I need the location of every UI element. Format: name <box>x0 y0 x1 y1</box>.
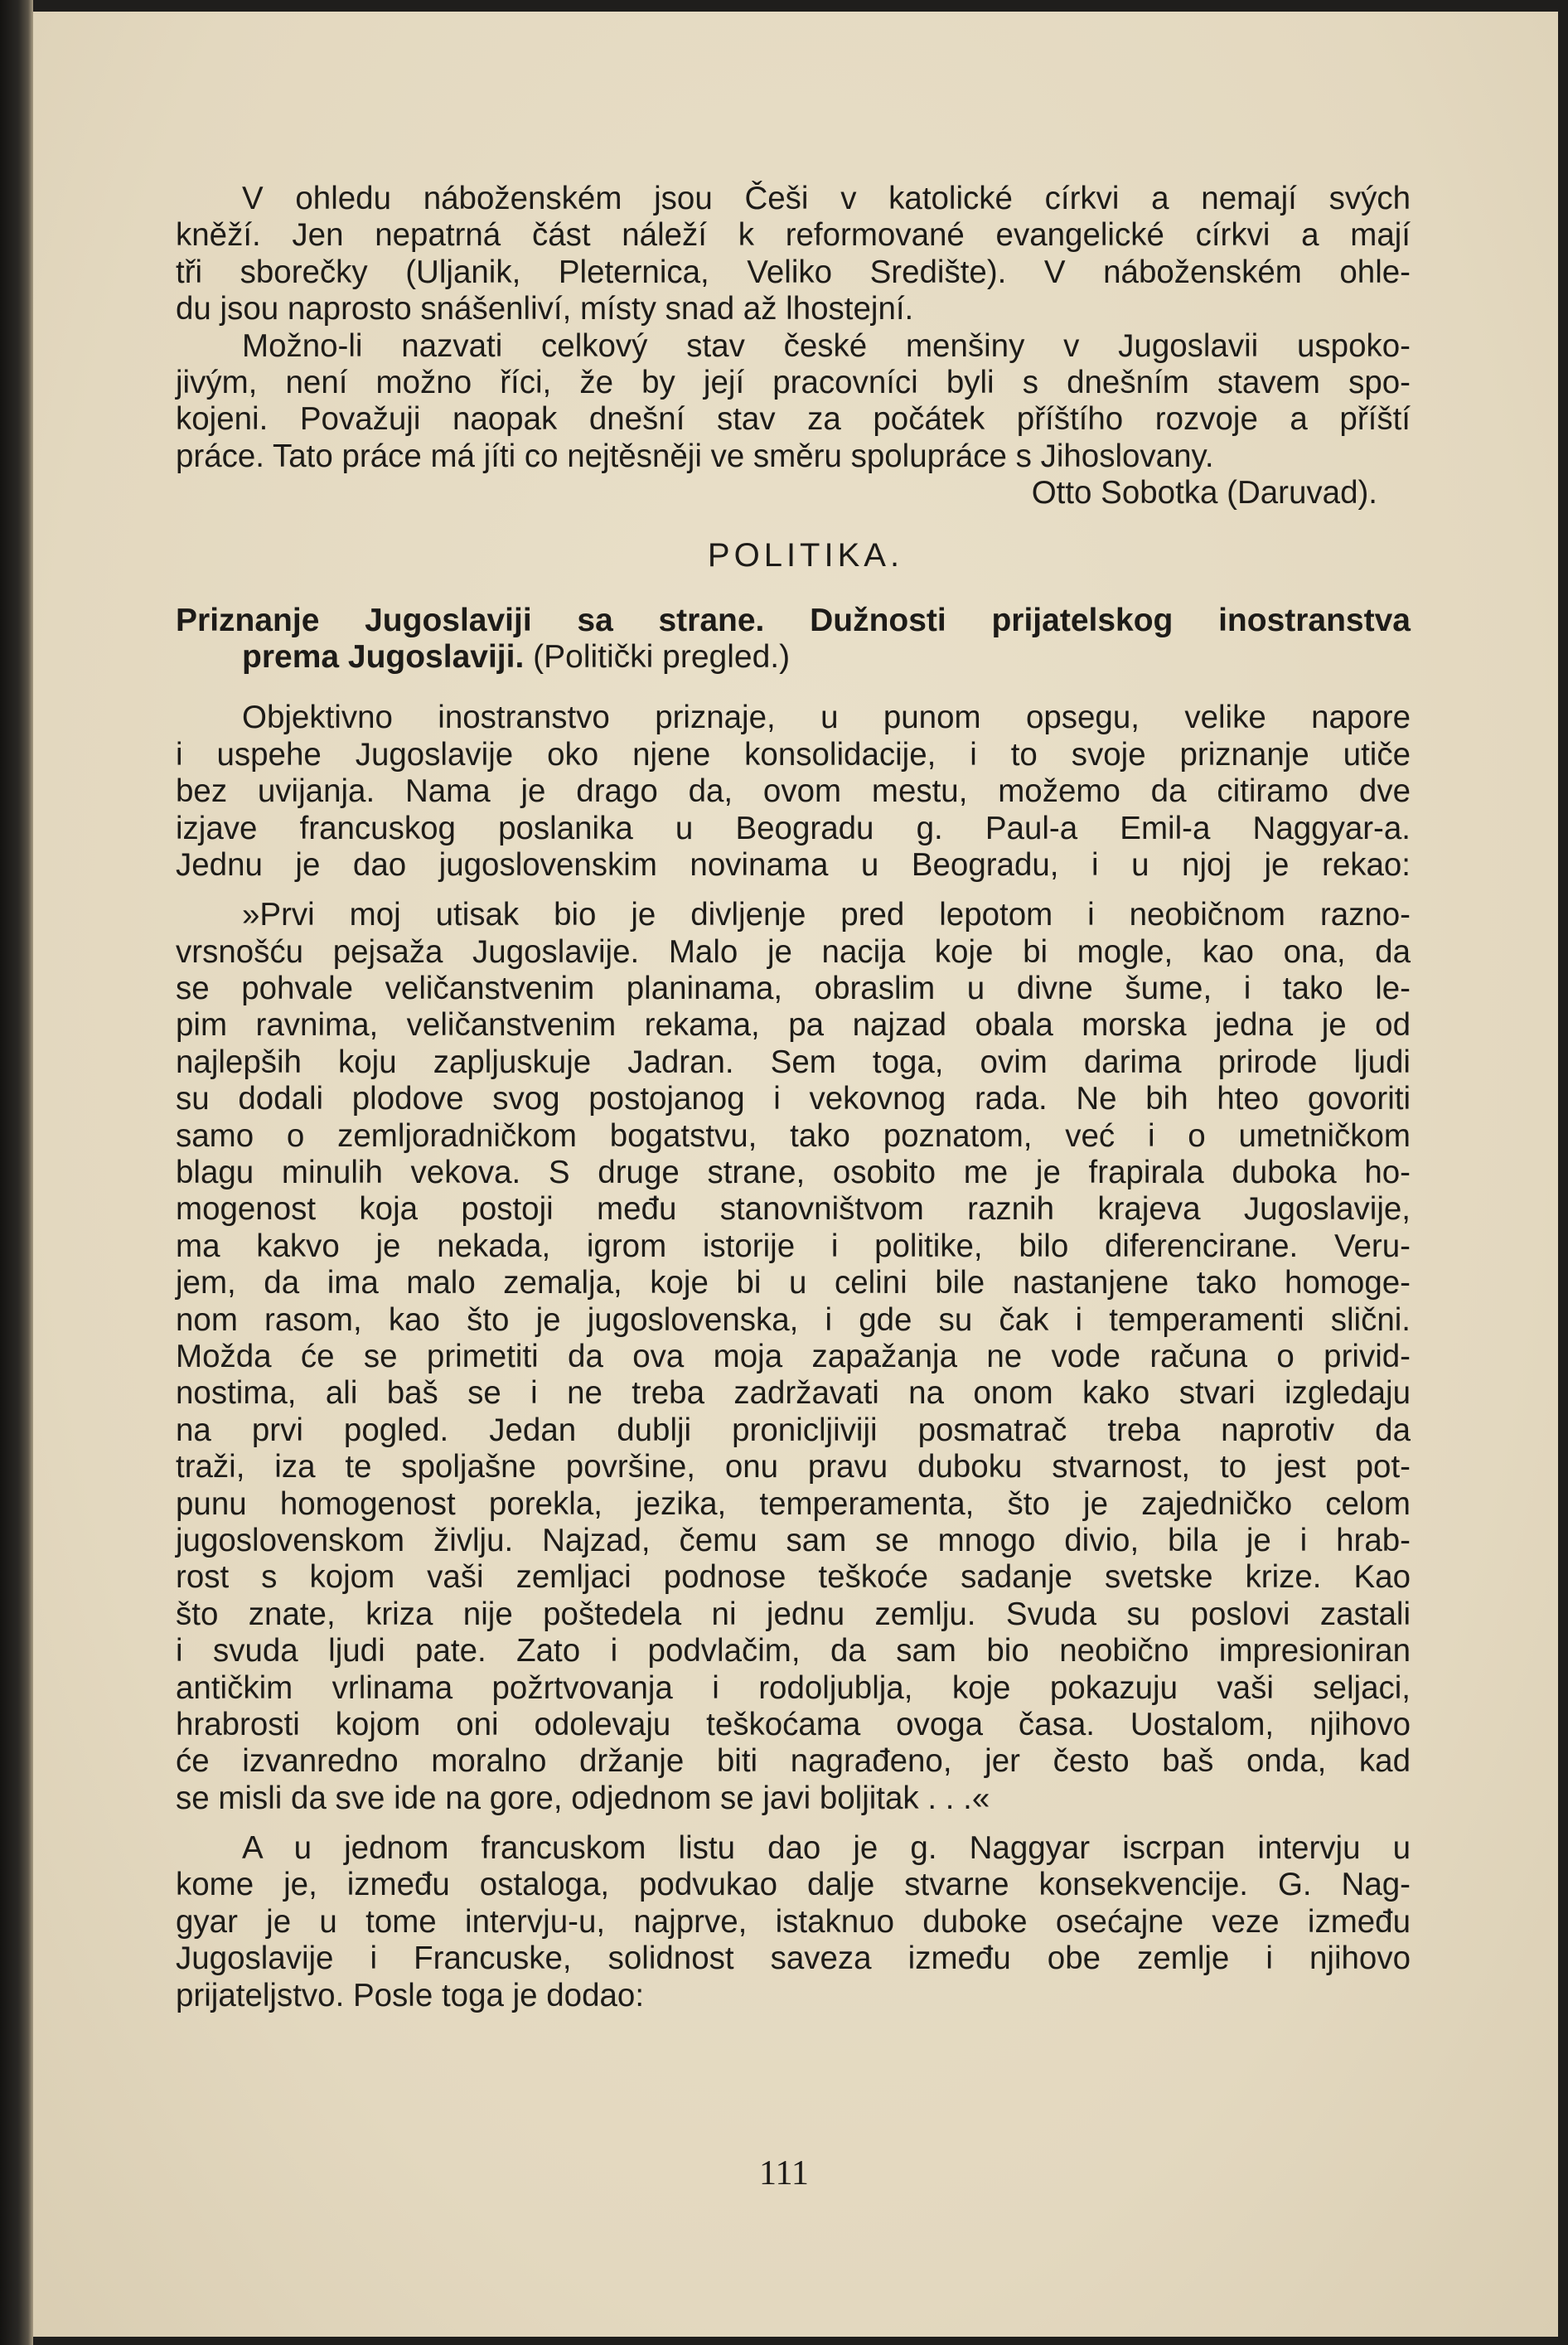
heading-line <box>176 638 1411 676</box>
text-line: V ohledu náboženském jsou Češi v katolické církvi a nemají svých <box>242 181 1411 216</box>
text-line: punu homogenost porekla, jezika, temperamenta, što je zajedničko celom <box>176 1485 1411 1522</box>
text-line: prijateljstvo. Posle toga je dodao: <box>176 1977 645 2013</box>
quote-paragraph <box>176 897 1411 1817</box>
text-line: se pohvale veličanstvenim planinama, obraslim u divne šume, i tako le- <box>176 971 1411 1007</box>
text-line: Objektivno inostranstvo priznaje, u punom opsegu, velike napore <box>242 700 1411 736</box>
text-line: izjave francuskog poslanika u Beogradu g. Paul-a Emil-a Naggyar-a. <box>176 810 1411 846</box>
author-signature: Otto Sobotka (Daruvad). <box>1031 475 1377 511</box>
text-line: samo o zemljoradničkom bogatstvu, tako poznatom, već i o umetničkom <box>176 1117 1411 1154</box>
text-line: Možno-li nazvati celkový stav české menšiny v Jugoslavii uspoko- <box>242 327 1411 364</box>
text-line: gyar je u tome intervju-u, najprve, istaknuo duboke osećajne veze između <box>176 1903 1411 1940</box>
text-line: nostima, ali baš se i ne treba zadržavati na onom kako stvari izgledaju <box>176 1375 1411 1412</box>
paragraph-1 <box>176 700 1411 884</box>
text-line: nom rasom, kao što je jugoslovenska, i gde su čak i temperamenti slični. <box>176 1301 1411 1338</box>
spacer <box>176 1817 1411 1830</box>
text-line: hrabrosti kojom oni odolevaju teškoćama ovoga časa. Uostalom, njihovo <box>176 1706 1411 1742</box>
text-line: »Prvi moj utisak bio je divljenje pred lepotom i neobičnom razno- <box>242 897 1411 933</box>
section-title: POLITIKA. <box>707 536 904 574</box>
heading-line: Priznanje Jugoslaviji sa strane. Dužnosti prijatelskog inostranstva <box>176 602 1411 638</box>
text-line: jem, da ima malo zemalja, koje bi u celini bile nastanjene tako homoge- <box>176 1265 1411 1301</box>
heading-bold-part: prema Jugoslaviji. <box>242 639 525 676</box>
text-line: jivým, není možno říci, že by její pracovníci byli s dnešním stavem spo- <box>176 364 1411 400</box>
text-line: najlepših koju zapljuskuje Jadran. Sem toga, ovim darima prirode ljudi <box>176 1044 1411 1080</box>
heading-subtitle: (Politički pregled.) <box>533 639 791 676</box>
text-line: Možda će se primetiti da ova moja zapažanja ne vode računa o privid- <box>176 1339 1411 1374</box>
text-line: antičkim vrlinama požrtvovanja i rodoljublja, koje pokazuju vaši seljaci, <box>176 1669 1411 1706</box>
text-line: tři sborečky (Uljanik, Pleternica, Veliko Središte). V náboženském ohle- <box>176 254 1411 290</box>
text-line: traži, iza te spoljašne površine, onu pravu duboku stvarnost, to jest pot- <box>176 1449 1411 1485</box>
text-line: jugoslovenskom življu. Najzad, čemu sam se mnogo divio, bila je i hrab- <box>176 1522 1411 1558</box>
text-line: Jednu je dao jugoslovenskim novinama u Beogradu, i u njoj je rekao: <box>176 846 1411 883</box>
page-number: 111 <box>759 2154 809 2192</box>
text-line: kněží. Jen nepatrná část náleží k reformované evangelické církvi a mají <box>176 217 1411 254</box>
text-line: blagu minulih vekova. S druge strane, osobito me je frapirala duboka ho- <box>176 1155 1411 1191</box>
text-line: Jugoslavije i Francuske, solidnost saveza između obe zemlje i njihovo <box>176 1940 1411 1977</box>
text-line: vrsnošću pejsaža Jugoslavije. Malo je nacija koje bi mogle, kao ona, da <box>176 933 1411 970</box>
text-line: će izvanredno moralno držanje biti nagrađeno, jer često baš onda, kad <box>176 1743 1411 1780</box>
paragraph-2 <box>176 1830 1411 2014</box>
text-line: kojeni. Považuji naopak dnešní stav za počátek příštího rozvoje a příští <box>176 401 1411 438</box>
book-gutter <box>0 0 33 2345</box>
text-line: i uspehe Jugoslavije oko njene konsolidacije, i to svoje priznanje utiče <box>176 736 1411 773</box>
spacer <box>176 884 1411 897</box>
text-line: kome je, između ostaloga, podvukao dalje stvarne konsekvencije. G. Nag- <box>176 1867 1411 1903</box>
spacer <box>176 676 1411 700</box>
text-line: práce. Tato práce má jíti co nejtěsněji ve směru spolupráce s Jihoslovany. <box>176 438 1214 474</box>
article-heading <box>176 602 1411 676</box>
text-line: pim ravnima, veličanstvenim rekama, pa najzad obala morska jedna je od <box>176 1007 1411 1044</box>
text-line: du jsou naprosto snášenliví, místy snad až lhostejní. <box>176 291 914 327</box>
text-line: se misli da sve ide na gore, odjednom se javi boljitak . . .« <box>176 1780 990 1816</box>
text-line: A u jednom francuskom listu dao je g. Naggyar iscrpan intervju u <box>242 1830 1411 1867</box>
text-line: su dodali plodove svog postojanog i vekovnog rada. Ne bih hteo govoriti <box>176 1081 1411 1117</box>
text-line: ma kakvo je nekada, igrom istorije i politike, bilo diferencirane. Veru- <box>176 1228 1411 1264</box>
text-line: što znate, kriza nije poštedela ni jednu zemlju. Svuda su poslovi zastali <box>176 1596 1411 1632</box>
text-line: i svuda ljudi pate. Zato i podvlačim, da sam bio neobično impresioniran <box>176 1633 1411 1669</box>
paragraph-czech-2 <box>176 328 1411 476</box>
text-line: mogenost koja postoji među stanovništvom raznih krajeva Jugoslavije, <box>176 1191 1411 1228</box>
page-text <box>176 181 1411 2014</box>
text-line: bez uvijanja. Nama je drago da, ovom mestu, možemo da citiramo dve <box>176 773 1411 810</box>
text-line: na prvi pogled. Jedan dublji pronicljiviji posmatrač treba naprotiv da <box>176 1412 1411 1448</box>
text-line: rost s kojom vaši zemljaci podnose teškoće sadanje svetske krize. Kao <box>176 1559 1411 1596</box>
paragraph-czech-1 <box>176 181 1411 328</box>
